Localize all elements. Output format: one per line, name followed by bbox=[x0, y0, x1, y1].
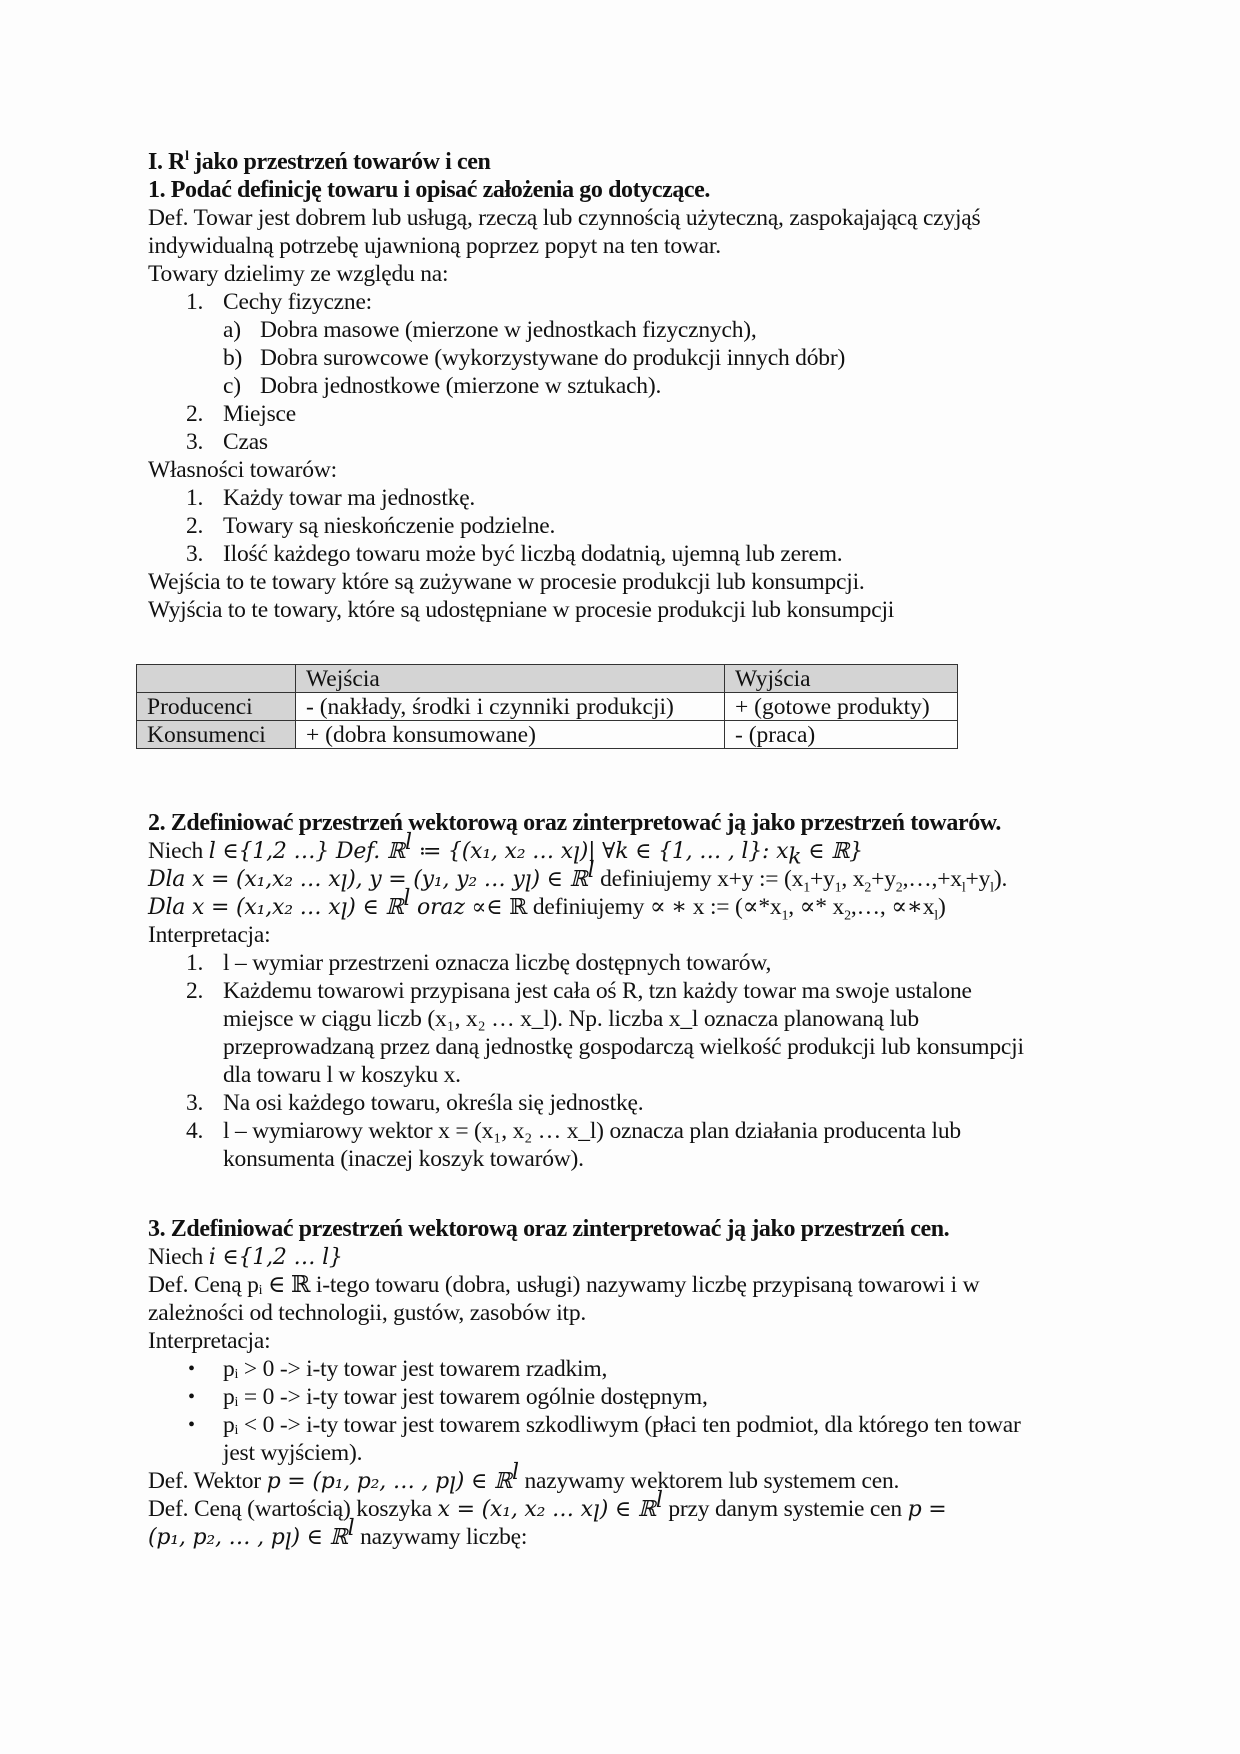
sublist-letter: c) bbox=[223, 373, 241, 399]
sublist-letter: a) bbox=[223, 317, 241, 343]
sublist-item: Dobra jednostkowe (mierzone w sztukach). bbox=[260, 373, 662, 399]
list-item: Czas bbox=[223, 429, 268, 455]
section-3-heading: 3. Zdefiniować przestrzeń wektorową oraz zinterpretować ją jako przestrzeń cen. bbox=[148, 1216, 950, 1242]
list-item: Miejsce bbox=[223, 401, 296, 427]
table-row-header: Konsumenci bbox=[137, 721, 296, 749]
inputs-outputs-table bbox=[136, 664, 958, 749]
bullet-icon: • bbox=[188, 1386, 196, 1408]
bullet-item-continuation: jest wyjściem). bbox=[223, 1440, 363, 1466]
list-number: 3. bbox=[186, 1090, 204, 1116]
sublist-item: Dobra surowcowe (wykorzystywane do produkcji innych dóbr) bbox=[260, 345, 846, 371]
list-item: l – wymiar przestrzeni oznacza liczbę dostępnych towarów, bbox=[223, 950, 772, 976]
list-number: 3. bbox=[186, 429, 204, 455]
list-number: 2. bbox=[186, 978, 204, 1004]
scalar-multiplication-definition: Dla x = (x₁,x₂ … $x_l$) ∈ ℝ$^l$ oraz ∝∈ ℝ definiujemy ∝ ∗ x := ($\propto*x_1$, ∝* $x_2,\dots$, $\propto∗x_l$) bbox=[148, 886, 946, 926]
index-definition: Niech i ∈{1,2 … l} bbox=[148, 1244, 343, 1270]
list-item-continuation: przeprowadzaną przez daną jednostkę gospodarczą wielkość produkcji lub konsumpcji bbox=[223, 1034, 1024, 1060]
section-2-heading: 2. Zdefiniować przestrzeń wektorową oraz zinterpretować ją jako przestrzeń towarów. bbox=[148, 810, 1002, 836]
bullet-item: pᵢ > 0 -> i-ty towar jest towarem rzadkim, bbox=[223, 1356, 608, 1382]
table-header-row bbox=[137, 665, 958, 693]
inputs-definition: Wejścia to te towary które są zużywane w procesie produkcji lub konsumpcji. bbox=[148, 569, 865, 595]
list-item: l – wymiarowy wektor x = (x₁, x₂ … x_l) oznacza plan działania producenta lub bbox=[223, 1118, 961, 1144]
table-row bbox=[137, 693, 958, 721]
list-number: 3. bbox=[186, 541, 204, 567]
list-number: 2. bbox=[186, 513, 204, 539]
commodity-definition-line-2: indywidualną potrzebę ujawnioną poprzez popyt na ten towar. bbox=[148, 233, 721, 259]
bullet-item: pᵢ < 0 -> i-ty towar jest towarem szkodliwym (płaci ten podmiot, dla którego ten towar bbox=[223, 1412, 1021, 1438]
list-number: 1. bbox=[186, 950, 204, 976]
outputs-definition: Wyjścia to te towary, które są udostępniane w procesie produkcji lub konsumpcji bbox=[148, 597, 895, 623]
section-1-heading: 1. Podać definicję towaru i opisać założenia go dotyczące. bbox=[148, 177, 711, 203]
list-number: 1. bbox=[186, 485, 204, 511]
interpretation-label: Interpretacja: bbox=[148, 922, 271, 948]
list-item: Każdy towar ma jednostkę. bbox=[223, 485, 476, 511]
table-cell: + (gotowe produkty) bbox=[725, 693, 958, 721]
price-vector-definition: Def. Wektor p = (p₁, p₂, … , $p_l$) ∈ ℝ$^l$ nazywamy wektorem lub systemem cen. bbox=[148, 1460, 900, 1500]
document-title: I. $R^l$ jako przestrzeń towarów i cen bbox=[148, 149, 491, 175]
properties-intro: Własności towarów: bbox=[148, 457, 337, 483]
sublist-item: Dobra masowe (mierzone w jednostkach fizycznych), bbox=[260, 317, 757, 343]
list-item-continuation: dla towaru l w koszyku x. bbox=[223, 1062, 461, 1088]
table-cell: - (praca) bbox=[725, 721, 958, 749]
table-header-cell: Wyjścia bbox=[725, 665, 958, 693]
division-intro: Towary dzielimy ze względu na: bbox=[148, 261, 449, 287]
bullet-icon: • bbox=[188, 1358, 196, 1380]
basket-value-definition-line-2: (p₁, p₂, … , $p_l$) ∈ ℝ$^l$ nazywamy liczbę: bbox=[148, 1516, 528, 1556]
bullet-icon: • bbox=[188, 1414, 196, 1436]
vector-addition-definition: Dla x = (x₁,x₂ … $x_l$), y = (y₁, y₂ … $y_l$) ∈ ℝ$^l$ definiujemy x+y := ($x_1+y_1$, $x_2+y_2,\dots,+x_l+y_l$). bbox=[148, 858, 1008, 898]
table-row-header: Producenci bbox=[137, 693, 296, 721]
sublist-letter: b) bbox=[223, 345, 243, 371]
list-item: Na osi każdego towaru, określa się jednostkę. bbox=[223, 1090, 644, 1116]
list-number: 4. bbox=[186, 1118, 204, 1144]
table-header-cell: Wejścia bbox=[296, 665, 725, 693]
list-item-continuation: konsumenta (inaczej koszyk towarów). bbox=[223, 1146, 584, 1172]
table-row bbox=[137, 721, 958, 749]
table-cell: - (nakłady, środki i czynniki produkcji) bbox=[296, 693, 725, 721]
bullet-item: pᵢ = 0 -> i-ty towar jest towarem ogólnie dostępnym, bbox=[223, 1384, 708, 1410]
price-definition-line-2: zależności od technologii, gustów, zasobów itp. bbox=[148, 1300, 587, 1326]
list-item: Towary są nieskończenie podzielne. bbox=[223, 513, 556, 539]
table-cell: + (dobra konsumowane) bbox=[296, 721, 725, 749]
table-header-cell bbox=[137, 665, 296, 693]
price-definition-line-1: Def. Ceną pᵢ ∈ ℝ i-tego towaru (dobra, usługi) nazywamy liczbę przypisaną towarowi i w bbox=[148, 1272, 980, 1298]
list-item: Ilość każdego towaru może być liczbą dodatnią, ujemną lub zerem. bbox=[223, 541, 843, 567]
list-number: 1. bbox=[186, 289, 204, 315]
list-item: Cechy fizyczne: bbox=[223, 289, 373, 315]
list-number: 2. bbox=[186, 401, 204, 427]
list-item-continuation: miejsce w ciągu liczb (x₁, x₂ … x_l). Np. liczba x_l oznacza planowaną lub bbox=[223, 1006, 919, 1032]
interpretation-label: Interpretacja: bbox=[148, 1328, 271, 1354]
list-item: Każdemu towarowi przypisana jest cała oś R, tzn każdy towar ma swoje ustalone bbox=[223, 978, 972, 1004]
basket-value-definition-line-1: Def. Ceną (wartością) koszyka x = (x₁, x₂ … $x_l$) ∈ ℝ$^l$ przy danym systemie cen p = bbox=[148, 1488, 947, 1528]
commodity-definition-line-1: Def. Towar jest dobrem lub usługą, rzeczą lub czynnością użyteczną, zaspokajającą czyjąś bbox=[148, 205, 981, 231]
vector-space-definition: Niech l ∈{1,2 …} Def. ℝ$^l$ ≔ {(x₁, x₂ … $x_l)|$ ∀k ∈ {1, … , l}: $x_k$ ∈ ℝ} bbox=[148, 830, 863, 870]
